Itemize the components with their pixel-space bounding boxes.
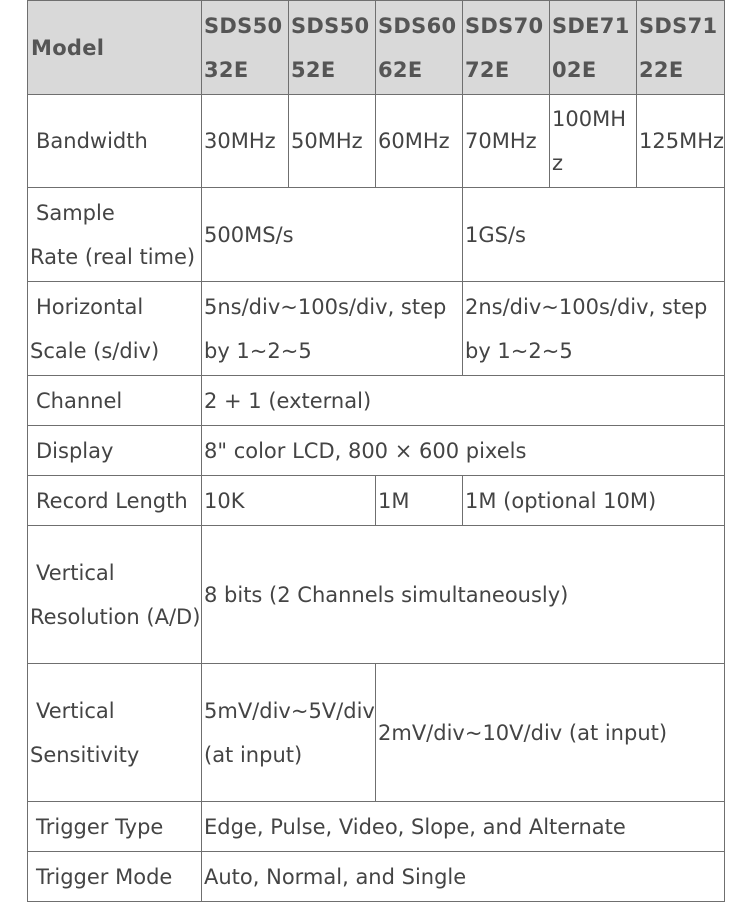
table-row-horizontal-scale	[28, 282, 725, 376]
row-label-horizontal-scale-line1: Horizontal	[36, 294, 144, 319]
row-label-sample-rate	[28, 188, 202, 282]
cell-vertical-sensitivity-b: 2mV/div~10V/div (at input)	[376, 664, 725, 802]
cell-bandwidth-sds6062e: 60MHz	[376, 95, 463, 188]
row-label-channel: Channel	[28, 376, 202, 426]
row-label-trigger-mode: Trigger Mode	[28, 852, 202, 902]
spec-table	[27, 0, 725, 902]
cell-channel-value: 2 + 1 (external)	[202, 376, 725, 426]
cell-horizontal-scale-low-models: 5ns/div~100s/div, step by 1~2~5	[202, 282, 463, 376]
spec-table-container	[27, 0, 724, 902]
cell-record-length-b: 1M	[376, 476, 463, 526]
spec-table-header	[28, 1, 725, 95]
row-label-horizontal-scale	[28, 282, 202, 376]
table-row-bandwidth	[28, 95, 725, 188]
row-label-sample-rate-line1: Sample	[36, 200, 115, 225]
cell-trigger-mode-value: Auto, Normal, and Single	[202, 852, 725, 902]
model-header-sds5052e: SDS5052E	[289, 1, 376, 95]
cell-horizontal-scale-high-models: 2ns/div~100s/div, step by 1~2~5	[463, 282, 725, 376]
model-header-sds5032e: SDS5032E	[202, 1, 289, 95]
table-row-record-length	[28, 476, 725, 526]
table-row-channel	[28, 376, 725, 426]
table-row-trigger-type	[28, 802, 725, 852]
table-row-display	[28, 426, 725, 476]
row-label-vertical-sensitivity-line2: Sensitivity	[30, 742, 140, 767]
cell-sample-rate-high-models: 1GS/s	[463, 188, 725, 282]
cell-bandwidth-sde7102e: 100MHz	[550, 95, 637, 188]
row-label-vertical-resolution	[28, 526, 202, 664]
cell-bandwidth-sds5032e: 30MHz	[202, 95, 289, 188]
row-label-record-length: Record Length	[28, 476, 202, 526]
row-label-vertical-resolution-line1: Vertical	[36, 560, 115, 585]
model-header-sds7122e: SDS7122E	[637, 1, 725, 95]
header-row	[28, 1, 725, 95]
table-row-vertical-resolution	[28, 526, 725, 664]
cell-sample-rate-low-models: 500MS/s	[202, 188, 463, 282]
model-header-sde7102e: SDE7102E	[550, 1, 637, 95]
row-label-trigger-type: Trigger Type	[28, 802, 202, 852]
table-row-vertical-sensitivity	[28, 664, 725, 802]
row-label-vertical-resolution-line2: Resolution (A/D)	[30, 604, 201, 629]
row-label-horizontal-scale-line2: Scale (s/div)	[30, 338, 160, 363]
cell-bandwidth-sds7072e: 70MHz	[463, 95, 550, 188]
cell-vertical-sensitivity-a: 5mV/div~5V/div (at input)	[202, 664, 376, 802]
spec-table-body	[28, 95, 725, 902]
row-label-vertical-sensitivity	[28, 664, 202, 802]
row-label-vertical-sensitivity-line1: Vertical	[36, 698, 115, 723]
cell-record-length-a: 10K	[202, 476, 376, 526]
cell-vertical-resolution-value: 8 bits (2 Channels simultaneously)	[202, 526, 725, 664]
cell-bandwidth-sds7122e: 125MHz	[637, 95, 725, 188]
model-header-cell: Model	[28, 1, 202, 95]
model-header-sds7072e: SDS7072E	[463, 1, 550, 95]
cell-display-value: 8" color LCD, 800 × 600 pixels	[202, 426, 725, 476]
cell-trigger-type-value: Edge, Pulse, Video, Slope, and Alternate	[202, 802, 725, 852]
cell-record-length-c: 1M (optional 10M)	[463, 476, 725, 526]
row-label-sample-rate-line2: Rate (real time)	[30, 244, 196, 269]
cell-bandwidth-sds5052e: 50MHz	[289, 95, 376, 188]
row-label-display: Display	[28, 426, 202, 476]
table-row-trigger-mode	[28, 852, 725, 902]
table-row-sample-rate	[28, 188, 725, 282]
row-label-bandwidth: Bandwidth	[28, 95, 202, 188]
model-header-sds6062e: SDS6062E	[376, 1, 463, 95]
